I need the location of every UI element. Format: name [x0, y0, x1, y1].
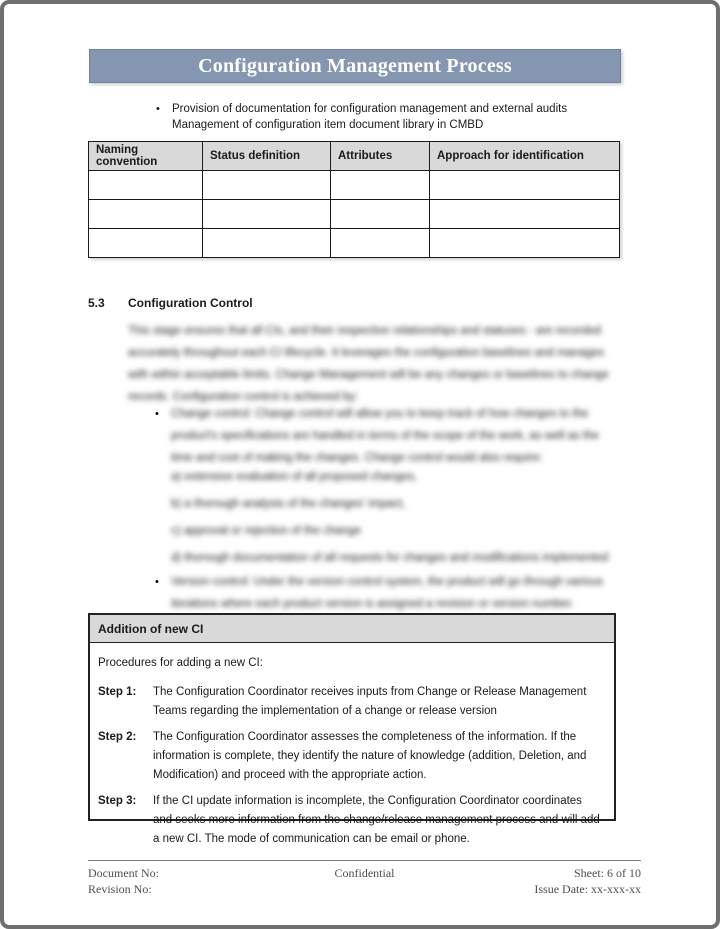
section-number: 5.3 [88, 296, 105, 310]
procedures-intro: Procedures for adding a new CI: [98, 657, 263, 669]
table-cell [89, 200, 203, 229]
step-row [98, 683, 602, 721]
step-label: Step 2: [98, 731, 137, 743]
blurred-line: product's specifications are handled in terms of the scope of the work, as well as the [171, 430, 599, 442]
blurred-line: a) extensive evaluation of all proposed changes, [171, 471, 418, 483]
blurred-bullet-item-change-control [155, 403, 599, 469]
footer-divider [88, 860, 641, 861]
blurred-line: b) a thorough analysis of the changes' impact, [171, 498, 406, 510]
table-cell [331, 200, 430, 229]
table-cell [430, 229, 620, 258]
blurred-bullet-item-version-control [155, 571, 603, 615]
step-row [98, 792, 602, 849]
column-header-approach: Approach for identification [430, 142, 620, 171]
column-header-status-definition: Status definition [203, 142, 331, 171]
ci-identification-table [88, 141, 620, 258]
intro-bullet-text [172, 101, 567, 133]
table-cell [89, 171, 203, 200]
table-cell [430, 171, 620, 200]
revision-no-label: Revision No: [88, 882, 152, 896]
table-cell [331, 171, 430, 200]
bullet-icon: • [155, 576, 159, 588]
confidential-label: Confidential [334, 866, 395, 880]
table-cell [89, 229, 203, 258]
column-header-attributes: Attributes [331, 142, 430, 171]
addition-box-title: Addition of new CI [90, 615, 614, 643]
bullet-icon: • [156, 103, 160, 115]
table-cell [203, 200, 331, 229]
blurred-line: with within acceptable limits. Change Management will be any changes or baselines to change [128, 369, 609, 381]
section-title: Configuration Control [128, 296, 253, 310]
table-row [89, 200, 620, 229]
blurred-line: This stage ensures that all CIs, and their respective relationships and statuses - are recorded [128, 325, 602, 337]
table-cell [331, 229, 430, 258]
blurred-line: d) thorough documentation of all requests for changes and modifications implemented [171, 552, 609, 564]
blurred-bullet-text [171, 403, 599, 469]
page-footer [88, 865, 641, 897]
blurred-paragraph [128, 320, 609, 408]
page-title: Configuration Management Process [198, 54, 512, 77]
step-text: The Configuration Coordinator receives inputs from Change or Release Management Teams regarding the implementation of a change or release version [153, 686, 587, 717]
addition-box-body [90, 643, 614, 849]
table-row [89, 229, 620, 258]
blurred-line: time and cost of making the changes. Change control would also require: [171, 452, 543, 464]
blurred-sublist [171, 464, 608, 572]
issue-date-label: Issue Date: xx-xxx-xx [534, 882, 641, 896]
step-row [98, 728, 602, 785]
blurred-line: accurately throughout each CI lifecycle. It leverages the configuration baselines and manages [128, 347, 605, 359]
sheet-label: Sheet: 6 of 10 [574, 866, 641, 880]
step-label: Step 1: [98, 686, 137, 698]
step-label: Step 3: [98, 795, 137, 807]
table-row [89, 171, 620, 200]
intro-line-1: Provision of documentation for configuration management and external audits [172, 103, 568, 115]
blurred-line: iterations where each product version is assigned a revision or version number. [171, 598, 574, 610]
blurred-line: records. Configuration control is achieved by: [128, 391, 359, 403]
intro-line-2: Management of configuration item document library in CMBD [172, 119, 484, 131]
table-header-row [89, 142, 620, 171]
step-text: The Configuration Coordinator assesses the completeness of the information. If the information is complete, they identify the nature of knowledge (addition, Deletion, and Modification) and proceed with the appropriate action. [153, 731, 587, 781]
document-no-label: Document No: [88, 866, 159, 880]
blurred-line: c) approval or rejection of the change [171, 525, 361, 537]
addition-of-new-ci-box [88, 613, 616, 845]
blurred-bullet-text [171, 571, 603, 615]
footer-center-spacer [273, 881, 456, 897]
table-cell [203, 171, 331, 200]
bullet-icon: • [155, 408, 159, 420]
table-cell [203, 229, 331, 258]
table-cell [430, 200, 620, 229]
blurred-line: Version control: Under the version control system, the product will go through various [171, 576, 604, 588]
intro-bullet-item [156, 101, 626, 133]
blurred-line: Change control: Change control will allow you to keep track of how changes to the [171, 408, 589, 420]
document-title-bar [89, 49, 621, 83]
column-header-naming-convention: Naming convention [89, 142, 203, 171]
step-text: If the CI update information is incomplete, the Configuration Coordinator coordinates and seeks more information from the change/release management process and will add a new CI. The mode of communication can be email or phone. [153, 795, 600, 845]
